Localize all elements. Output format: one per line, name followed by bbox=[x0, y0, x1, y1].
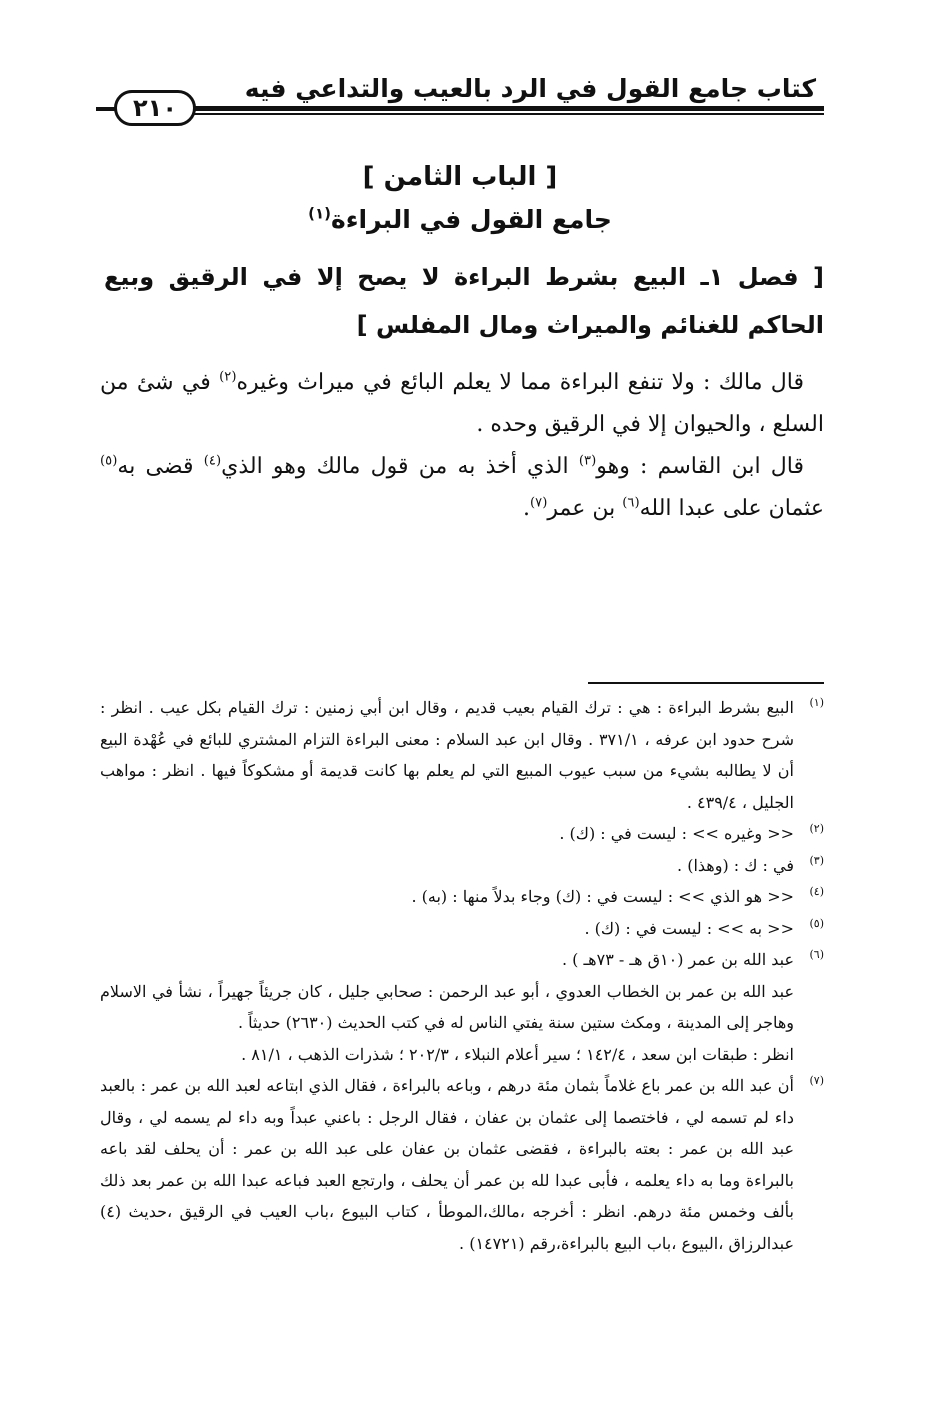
footnote-ref[interactable]: (٥) bbox=[100, 453, 118, 469]
footnote-text: في : ك : (وهذا) . bbox=[677, 855, 794, 875]
footnote-marker: (٢) bbox=[809, 822, 824, 835]
section-heading: [ فصل ١ـ البيع بشرط البراءة لا يصح إلا في الرقيق وبيع الحاكم للغنائم والميراث ومال المفلس ] bbox=[104, 263, 825, 339]
body-text: قضى به bbox=[117, 454, 204, 479]
footnote-continuation: عبد الله بن عمر بن الخطاب العدوي ، أبو عبد الرحمن : صحابي جليل ، كان جريئاً جهيراً ، نشأ في الاسلام وهاجر إلى المدينة ، ومكث ستين سنة يفتي الناس له في كتب الحديث (٢٦٣٠) حديثاً . bbox=[100, 981, 794, 1032]
footnote bbox=[100, 850, 824, 882]
footnote-marker: (٦) bbox=[809, 948, 824, 961]
page-number: ٢١٠ bbox=[114, 90, 196, 126]
running-header bbox=[96, 70, 824, 130]
footnote-ref[interactable]: (١) bbox=[308, 204, 331, 223]
footnote-ref[interactable]: (٢) bbox=[219, 369, 237, 385]
footnote bbox=[100, 881, 824, 913]
body-text: في شئ من السلع ، والحيوان إلا في الرقيق وحده . bbox=[100, 370, 824, 437]
footnote-marker: (٣) bbox=[809, 853, 824, 867]
body-text: الذي أخذ به من قول مالك وهو الذي bbox=[221, 454, 579, 479]
footnotes bbox=[100, 692, 824, 1259]
footnote bbox=[100, 913, 824, 945]
footnote-continuation: انظر : طبقات ابن سعد ، ١٤٢/٤ ؛ سير أعلام النبلاء ، ٢٠٢/٣ ؛ شذرات الذهب ، ٨١/١ . bbox=[241, 1044, 794, 1064]
footnote-ref[interactable]: (٧) bbox=[529, 495, 548, 511]
footnote bbox=[100, 818, 824, 850]
body-text: قال ابن القاسم : وهو bbox=[596, 454, 805, 479]
body-text: عثمان على عبدا الله bbox=[639, 496, 824, 521]
footnote-separator bbox=[588, 682, 824, 684]
footnote-marker: (٤) bbox=[809, 885, 824, 898]
running-title: كتاب جامع القول في الرد بالعيب والتداعي فيه bbox=[244, 74, 816, 103]
footnote bbox=[100, 1070, 824, 1259]
footnote-marker: (١) bbox=[809, 696, 824, 709]
footnote bbox=[100, 944, 824, 976]
footnote-text: عبد الله بن عمر (١٠ق هـ - ٧٣هـ ) . bbox=[561, 950, 794, 969]
body-text: بن عمر bbox=[547, 496, 623, 521]
footnote bbox=[100, 692, 824, 818]
body-paragraph bbox=[100, 446, 824, 530]
chapter-title bbox=[96, 205, 824, 234]
body-paragraph bbox=[100, 362, 824, 446]
footnote-ref[interactable]: (٦) bbox=[622, 495, 640, 511]
footnote-text: البيع بشرط البراءة : هي : ترك القيام بعيب قديم ، وقال ابن أبي زمنين : ترك القيام بكل عيب . انظر : شرح حدود ابن عرفه ، ٣٧١/١ . وقال ابن عبد السلام : معنى البراءة التزام المشتري للبائع في عُهْدة البيع أن لا يطالبه بشيء من سبب عيوب المبيع التي لم يعلم بها كانت قديمة أو مشكوكاً فيها . انظر : مواهب الجليل ، ٤٣٩/٤ . bbox=[100, 698, 795, 812]
chapter-label: [ الباب الثامن ] bbox=[362, 162, 558, 192]
footnote-text: << هو الذي >> : ليست في : (ك) وجاء بدلاً منها : (به) . bbox=[411, 887, 794, 906]
footnote-text: أن عبد الله بن عمر باع غلاماً بثمان مئة درهم ، وباعه بالبراءة ، فقال الذي ابتاعه لعبد الله بن عمر : بالعبد داء لم تسمه لي ، فاختصما إلى عثمان بن عفان ، فقال الرجل : باعني عبداً وبه داء لم يسمه لي ، وقال عبد الله بن عمر : بعته بالبراءة ، فقضى عثمان بن عفان على عبد الله بن عمر : أن يحلف لقد باعه بالبراءة وما به داء يعلمه ، فأبى عبدا لله بن عمر أن يحلف ، وارتجع العبد فباعه عبدا الله بن عمر بعد ذلك بألف وخمس مئة درهم. انظر : أخرجه ،مالك،الموطأ ، كتاب البيوع ،باب العيب في الرقيق ،حديث (٤) عبدالرزاق ،البيوع ،باب البيع بالبراءة،رقم (١٤٧٢١) . bbox=[100, 1076, 794, 1253]
footnote-text: << وغيره >> : ليست في : (ك) . bbox=[559, 824, 794, 843]
footnote-marker: (٥) bbox=[809, 916, 824, 930]
footnote-ref[interactable]: (٣) bbox=[578, 453, 597, 469]
header-rule-tail bbox=[96, 107, 116, 111]
header-rule bbox=[192, 106, 824, 115]
chapter-title-text: جامع القول في البراءة bbox=[331, 205, 612, 234]
footnote-ref[interactable]: (٤) bbox=[203, 453, 222, 469]
footnote-marker: (٧) bbox=[809, 1074, 824, 1087]
footnote-text: << به >> : ليست في : (ك) . bbox=[584, 918, 794, 938]
body-text: . bbox=[522, 496, 530, 521]
body-text: قال مالك : ولا تنفع البراءة مما لا يعلم البائع في ميراث وغيره bbox=[236, 370, 804, 395]
